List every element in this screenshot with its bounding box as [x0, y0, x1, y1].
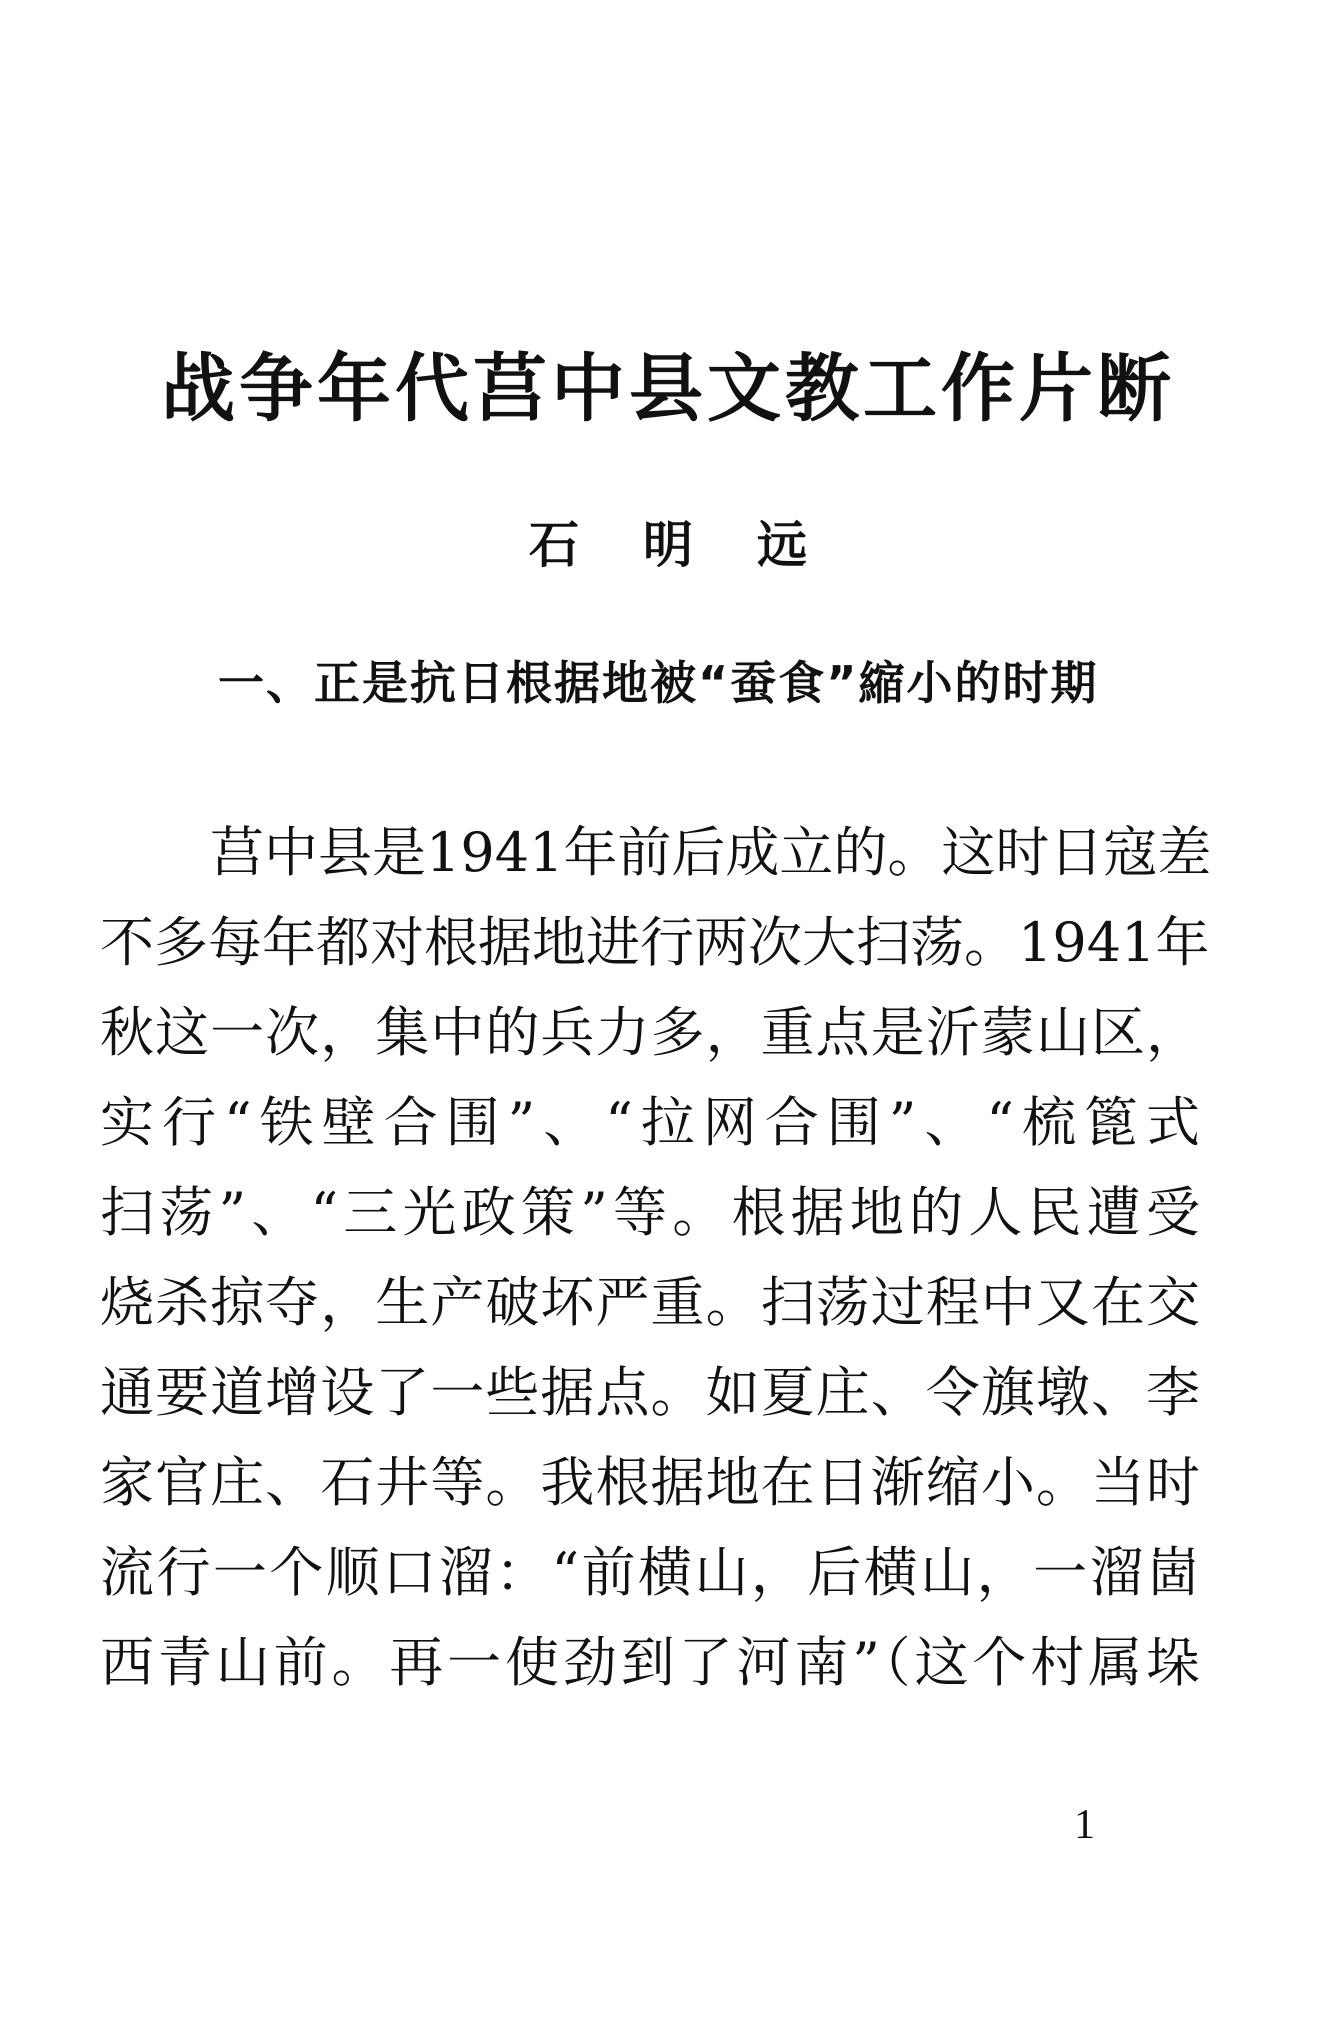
body-line: 莒中县是1941年前后成立的。这时日寇差 [210, 821, 1212, 884]
author-name: 石明远 [529, 516, 871, 574]
page-number: 1 [1074, 1802, 1095, 1848]
body-line: 扫荡”、“三光政策”等。根据地的人民遭受 [100, 1181, 1200, 1244]
section-heading: 一、正是抗日根据地被“蚕食”縮小的时期 [218, 656, 1099, 710]
body-paragraph [100, 808, 1212, 1708]
body-line: 实行“铁壁合围”、“拉网合围”、“梳篦式 [100, 1091, 1200, 1154]
body-line: 流行一个顺口溜：“前横山，后横山，一溜崮 [100, 1541, 1200, 1604]
body-line: 不多每年都对根据地进行两次大扫荡。1941年 [100, 911, 1210, 974]
body-line: 家官庄、石井等。我根据地在日渐缩小。当时 [100, 1451, 1200, 1514]
body-line: 西青山前。再一使劲到了河南”（这个村属垛 [100, 1631, 1200, 1694]
body-line: 通要道增设了一些据点。如夏庄、令旗墩、李 [100, 1361, 1200, 1424]
page-title: 战争年代莒中县文教工作片断 [161, 346, 1175, 432]
body-line: 烧杀掠夺，生产破坏严重。扫荡过程中又在交 [100, 1271, 1200, 1334]
body-line: 秋这一次，集中的兵力多，重点是沂蒙山区， [100, 1001, 1200, 1064]
